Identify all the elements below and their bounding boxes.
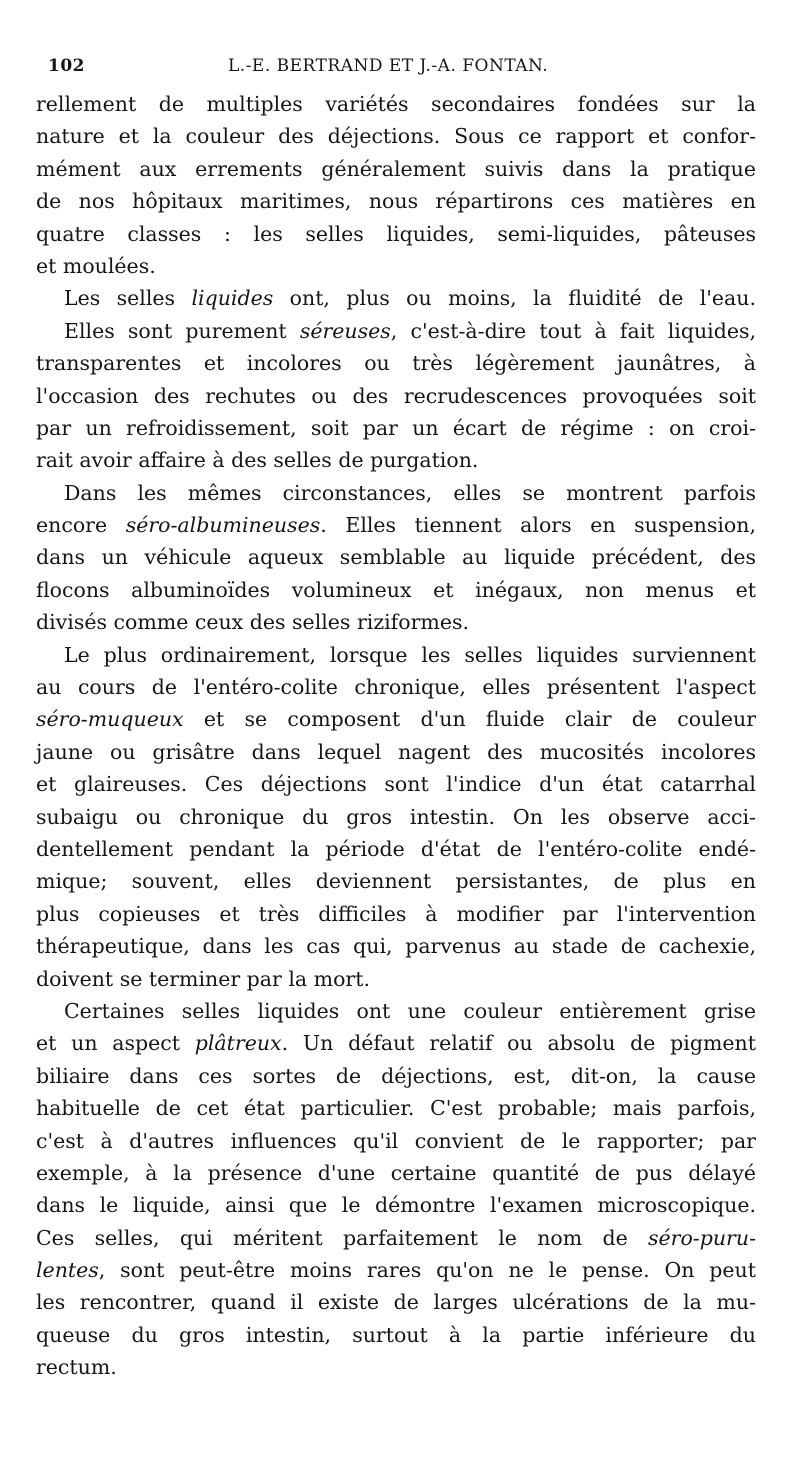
- text-line: [36, 380, 756, 412]
- text-run: Le plus ordinairement, lorsque les selles liquides surviennent: [64, 642, 756, 667]
- text-run: flocons albuminoïdes volumineux et inégaux, non menus et: [36, 577, 756, 602]
- text-run: . Elles tiennent alors en suspension,: [320, 513, 756, 538]
- italic-term: lentes: [36, 1258, 99, 1283]
- running-head: [48, 56, 756, 88]
- text-line: [36, 1222, 756, 1254]
- text-line: [36, 639, 756, 671]
- text-run: dentellement pendant la période d'état de l'entéro-colite endé-: [36, 836, 756, 861]
- text-line: [36, 120, 756, 152]
- text-line: [36, 995, 756, 1027]
- text-line: [36, 477, 756, 509]
- text-line: [36, 1189, 756, 1221]
- text-line: [36, 801, 756, 833]
- text-run: divisés comme ceux des selles riziformes.: [36, 610, 470, 635]
- running-title: L.-E. BERTRAND ET J.-A. FONTAN.: [228, 56, 549, 76]
- text-run: et moulées.: [36, 253, 156, 278]
- text-line: [36, 671, 756, 703]
- text-run: c'est à d'autres influences qu'il convient de le rapporter; par: [36, 1128, 756, 1153]
- text-run: . Un défaut relatif ou absolu de pigment: [281, 1031, 756, 1056]
- italic-term: séreuses: [299, 318, 391, 343]
- text-line: [36, 930, 756, 962]
- text-run: au cours de l'entéro-colite chronique, elles présentent l'aspect: [36, 675, 756, 700]
- text-run: Les selles: [64, 286, 192, 311]
- text-run: , sont peut-être moins rares qu'on ne le pense. On peut: [98, 1258, 756, 1283]
- text-run: dans le liquide, ainsi que le démontre l'examen microscopique.: [36, 1193, 756, 1218]
- text-run: rectum.: [36, 1355, 117, 1380]
- text-line: [36, 1351, 756, 1383]
- page-number: 102: [48, 56, 85, 76]
- text-line: [36, 736, 756, 768]
- text-line: [36, 865, 756, 897]
- text-line: [36, 153, 756, 185]
- text-run: rellement de multiples variétés secondaires fondées sur la: [36, 92, 756, 116]
- text-run: ont, plus ou moins, la fluidité de l'eau.: [273, 286, 756, 311]
- text-run: exemple, à la présence d'une certaine quantité de pus délayé: [36, 1160, 756, 1185]
- text-run: doivent se terminer par la mort.: [36, 966, 370, 991]
- text-run: habituelle de cet état particulier. C'est probable; mais parfois,: [36, 1096, 756, 1121]
- italic-term: liquides: [191, 286, 274, 311]
- text-line: [36, 703, 756, 735]
- text-line: [36, 1060, 756, 1092]
- text-run: et se composent d'un fluide clair de couleur: [183, 707, 756, 732]
- text-line: [36, 1092, 756, 1124]
- text-run: , c'est-à-dire tout à fait liquides,: [390, 318, 756, 343]
- text-run: subaigu ou chronique du gros intestin. On les observe acci-: [36, 804, 756, 829]
- text-run: Elles sont purement: [64, 318, 300, 343]
- text-run: transparentes et incolores ou très légèrement jaunâtres, à: [36, 351, 756, 376]
- text-run: jaune ou grisâtre dans lequel nagent des mucosités incolores: [36, 739, 756, 764]
- text-run: mément aux errements généralement suivis dans la pratique: [36, 156, 756, 181]
- text-run: nature et la couleur des déjections. Sous ce rapport et confor-: [36, 124, 756, 149]
- text-run: plus copieuses et très difficiles à modifier par l'intervention: [36, 901, 756, 926]
- text-run: et glaireuses. Ces déjections sont l'indice d'un état catarrhal: [36, 772, 756, 797]
- italic-term: plâtreux: [194, 1031, 282, 1056]
- body-text: [36, 88, 756, 1384]
- text-run: queuse du gros intestin, surtout à la partie inférieure du: [36, 1322, 756, 1347]
- italic-term: séro-albumineuses: [125, 513, 321, 538]
- text-line: [36, 768, 756, 800]
- text-line: [36, 282, 756, 314]
- text-line: [36, 898, 756, 930]
- text-line: [36, 541, 756, 573]
- text-line: [36, 185, 756, 217]
- text-line: [36, 1319, 756, 1351]
- text-line: [36, 1157, 756, 1189]
- text-line: [36, 574, 756, 606]
- text-run: l'occasion des rechutes ou des recrudescences provoquées soit: [36, 383, 756, 408]
- text-line: [36, 250, 756, 282]
- text-run: et un aspect: [36, 1031, 195, 1056]
- italic-term: séro-puru-: [648, 1225, 756, 1250]
- text-run: Dans les mêmes circonstances, elles se montrent parfois: [64, 480, 756, 505]
- text-run: thérapeutique, dans les cas qui, parvenus au stade de cachexie,: [36, 934, 756, 959]
- text-run: dans un véhicule aqueux semblable au liquide précédent, des: [36, 545, 756, 570]
- text-run: par un refroidissement, soit par un écart de régime : on croi-: [36, 415, 756, 440]
- text-line: [36, 347, 756, 379]
- text-line: [36, 218, 756, 250]
- text-line: [36, 606, 756, 638]
- text-line: [36, 963, 756, 995]
- text-line: [36, 1125, 756, 1157]
- text-run: les rencontrer, quand il existe de larges ulcérations de la mu-: [36, 1290, 756, 1315]
- text-line: [36, 833, 756, 865]
- text-run: Ces selles, qui méritent parfaitement le nom de: [36, 1225, 649, 1250]
- text-line: [36, 88, 756, 120]
- text-line: [36, 315, 756, 347]
- text-line: [36, 509, 756, 541]
- text-run: mique; souvent, elles deviennent persistantes, de plus en: [36, 869, 756, 894]
- text-line: [36, 412, 756, 444]
- text-line: [36, 444, 756, 476]
- text-run: quatre classes : les selles liquides, semi-liquides, pâteuses: [36, 221, 756, 246]
- text-line: [36, 1286, 756, 1318]
- text-run: de nos hôpitaux maritimes, nous répartirons ces matières en: [36, 189, 756, 214]
- text-line: [36, 1027, 756, 1059]
- text-run: Certaines selles liquides ont une couleur entièrement grise: [64, 998, 756, 1023]
- text-line: [36, 1254, 756, 1286]
- text-run: rait avoir affaire à des selles de purgation.: [36, 448, 479, 473]
- text-run: encore: [36, 513, 126, 538]
- text-run: biliaire dans ces sortes de déjections, est, dit-on, la cause: [36, 1063, 756, 1088]
- italic-term: séro-muqueux: [36, 707, 184, 732]
